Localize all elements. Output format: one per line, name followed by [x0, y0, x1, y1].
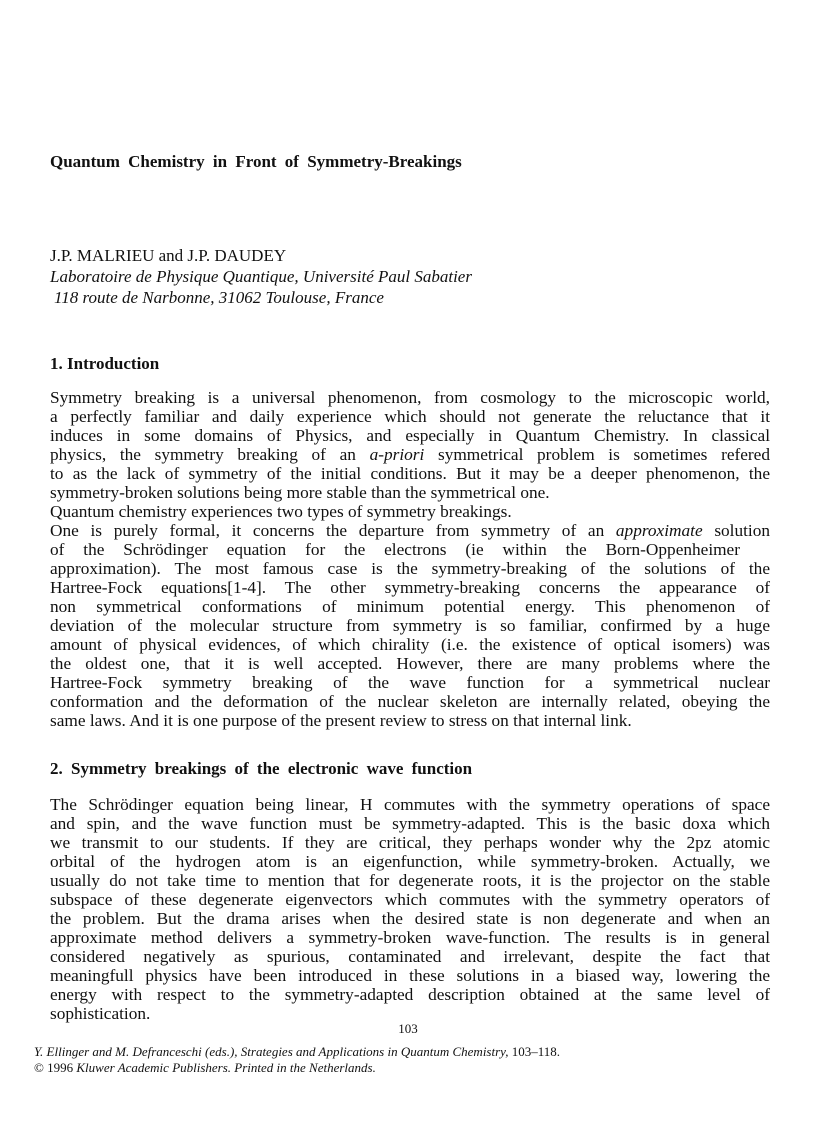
- text-line: approximate method delivers a symmetry-broken wave-function. The results is in general: [50, 928, 770, 947]
- text-line: a perfectly familiar and daily experience which should not generate the reluctance that it: [50, 407, 770, 426]
- text-line: considered negatively as spurious, contaminated and irrelevant, despite the fact that: [50, 947, 770, 966]
- text-line: deviation of the molecular structure from symmetry is so familiar, confirmed by a huge: [50, 616, 770, 635]
- copyright-line: © 1996 Kluwer Academic Publishers. Printed in the Netherlands.: [34, 1060, 376, 1075]
- text-line: of the Schrödinger equation for the electrons (ie within the Born-Oppenheimer: [50, 540, 740, 559]
- page-number: 103: [398, 1021, 418, 1036]
- text-line: amount of physical evidences, of which chirality (i.e. the existence of optical isomers) was: [50, 635, 770, 654]
- introduction-paragraph: [50, 388, 770, 730]
- text-line: orbital of the hydrogen atom is an eigenfunction, while symmetry-broken. Actually, we: [50, 852, 770, 871]
- text-line: induces in some domains of Physics, and especially in Quantum Chemistry. In classical: [50, 426, 770, 445]
- text-line: energy with respect to the symmetry-adapted description obtained at the same level of: [50, 985, 770, 1004]
- text-line: One is purely formal, it concerns the departure from symmetry of an approximate solution: [50, 521, 771, 540]
- text-line: the oldest one, that it is well accepted. However, there are many problems where the: [50, 654, 770, 673]
- text-line: and spin, and the wave function must be symmetry-adapted. This is the basic doxa which: [50, 814, 770, 833]
- symmetry-breakings-paragraph: [50, 795, 770, 1023]
- text-line: conformation and the deformation of the nuclear skeleton are internally related, obeying the: [50, 692, 770, 711]
- text-line: The Schrödinger equation being linear, H commutes with the symmetry operations of space: [50, 795, 770, 814]
- text-line: sophistication.: [50, 1004, 151, 1023]
- text-line: physics, the symmetry breaking of an a-priori symmetrical problem is sometimes refered: [50, 445, 770, 464]
- text-line: the problem. But the drama arises when the desired state is non degenerate and when an: [50, 909, 770, 928]
- text-line: Hartree-Fock equations[1-4]. The other symmetry-breaking concerns the appearance of: [50, 578, 770, 597]
- citation-line: Y. Ellinger and M. Defranceschi (eds.), Strategies and Applications in Quantum Chemistry, 103–118.: [34, 1044, 560, 1059]
- text-line: meaningfull physics have been introduced in these solutions in a biased way, lowering the: [50, 966, 770, 985]
- text-line: symmetry-broken solutions being more stable than the symmetrical one.: [50, 483, 550, 502]
- text-line: Hartree-Fock symmetry breaking of the wave function for a symmetrical nuclear: [50, 673, 770, 692]
- text-line: we transmit to our students. If they are critical, they perhaps wonder why the 2pz atomic: [50, 833, 770, 852]
- section-heading-introduction: 1. Introduction: [50, 354, 160, 373]
- paper-title: Quantum Chemistry in Front of Symmetry-Breakings: [50, 152, 462, 171]
- author-affiliation: Laboratoire de Physique Quantique, Université Paul Sabatier: [50, 267, 472, 286]
- author-address: 118 route de Narbonne, 31062 Toulouse, France: [54, 288, 384, 307]
- text-line: approximation). The most famous case is the symmetry-breaking of the solutions of the: [50, 559, 770, 578]
- author-block: [50, 245, 472, 308]
- author-names: J.P. MALRIEU and J.P. DAUDEY: [50, 246, 287, 265]
- text-line: same laws. And it is one purpose of the present review to stress on that internal link.: [50, 711, 632, 730]
- text-line: Symmetry breaking is a universal phenomenon, from cosmology to the microscopic world,: [50, 388, 770, 407]
- text-line: to as the lack of symmetry of the initial conditions. But it may be a deeper phenomenon, the: [50, 464, 770, 483]
- text-line: non symmetrical conformations of minimum potential energy. This phenomenon of: [50, 597, 770, 616]
- section-heading-symmetry-breakings: 2. Symmetry breakings of the electronic wave function: [50, 759, 473, 778]
- footer-citation: [34, 1044, 560, 1076]
- text-line: usually do not take time to mention that for degenerate roots, it is the projector on the stable: [50, 871, 770, 890]
- text-line: subspace of these degenerate eigenvectors which commutes with the symmetry operators of: [50, 890, 770, 909]
- text-line: Quantum chemistry experiences two types of symmetry breakings.: [50, 502, 512, 521]
